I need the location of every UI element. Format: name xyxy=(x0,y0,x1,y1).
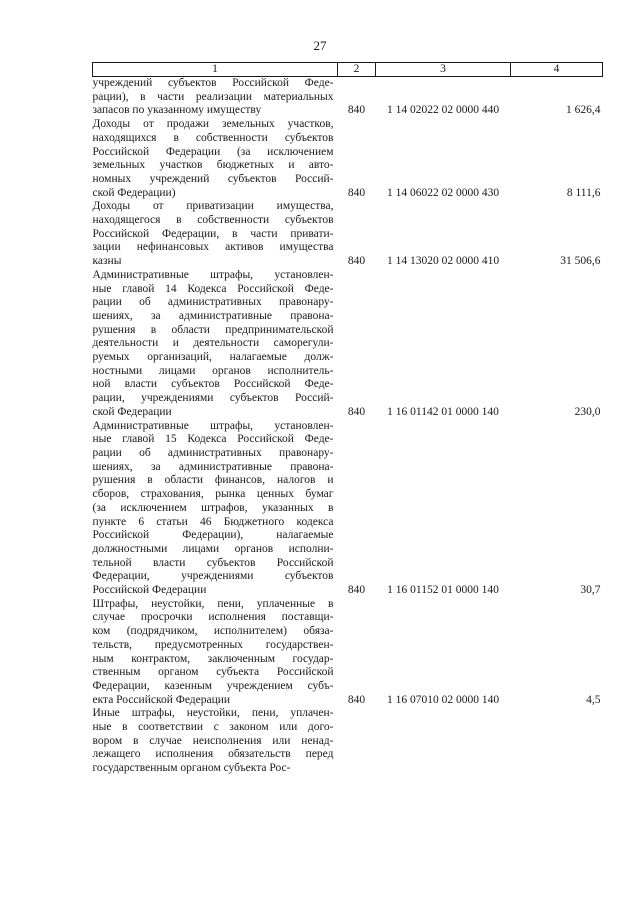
description-line: номных учреждений субъектов Россий- xyxy=(92,172,334,185)
budget-classification-code: 1 16 01142 01 0000 140 xyxy=(387,405,499,418)
description-line: должностными лицами органов исполни- xyxy=(92,542,334,555)
amount xyxy=(511,707,603,776)
description-line: Российской Федерации, в части привати- xyxy=(92,227,334,240)
description-line: тельной власти субъектов Российской xyxy=(92,556,334,569)
description-line: ской Федерации) xyxy=(92,186,176,199)
amount: 1 626,4 xyxy=(566,104,601,117)
description-line: находящихся в собственности субъектов xyxy=(92,131,334,144)
page-number: 27 xyxy=(313,38,327,53)
description-line: рации), в части реализации материальных xyxy=(92,90,334,103)
description-line: Российской Федерации xyxy=(92,584,207,597)
description-line: деятельности и деятельности саморегули- xyxy=(92,337,334,350)
header-col-1: 1 xyxy=(93,63,338,77)
description-line: Федерации, учреждениями субъектов xyxy=(92,570,334,583)
header-row xyxy=(93,63,603,77)
header-col-3: 3 xyxy=(376,63,511,77)
admin-code: 840 xyxy=(347,186,366,199)
table-row xyxy=(93,707,603,776)
description-line: Доходы от приватизации имущества, xyxy=(92,200,334,213)
revenue-description xyxy=(93,200,338,269)
description-line: Иные штрафы, неустойки, пени, уплачен- xyxy=(92,707,334,720)
description-line: случае просрочки исполнения поставщи- xyxy=(92,611,334,624)
description-line: Доходы от продажи земельных участков, xyxy=(92,118,334,131)
description-line: рации об административных правонару- xyxy=(92,446,334,459)
description-line: рации об административных правонару- xyxy=(92,296,334,309)
description-line: рушения в области финансов, налогов и xyxy=(92,474,334,487)
description-line: ком (подрядчиком, исполнителем) обяза- xyxy=(92,625,334,638)
description-line: зации нефинансовых активов имущества xyxy=(92,241,334,254)
description-line: руемых организаций, налагаемые долж- xyxy=(92,351,334,364)
description-line: тельств, предусмотренных государствен- xyxy=(92,638,334,651)
description-line: вором в случае неисполнения или ненад- xyxy=(92,734,334,747)
description-line: Штрафы, неустойки, пени, уплаченные в xyxy=(92,597,334,610)
header-col-4: 4 xyxy=(511,63,603,77)
amount: 31 506,6 xyxy=(560,255,601,268)
description-line: земельных участков бюджетных и авто- xyxy=(92,159,334,172)
description-line: сборов, страхования, рынка ценных бумаг xyxy=(92,488,334,501)
description-line: учреждений субъектов Российской Феде- xyxy=(92,77,334,89)
admin-code: 840 xyxy=(347,584,366,597)
description-line: казны xyxy=(92,255,122,268)
revenue-description xyxy=(93,118,338,200)
admin-code: 840 xyxy=(347,693,366,706)
revenue-description xyxy=(93,598,338,708)
amount: 8 111,6 xyxy=(566,186,601,199)
description-line: ные главой 14 Кодекса Российской Феде- xyxy=(92,282,334,295)
description-line: ностными лицами органов исполнитель- xyxy=(92,364,334,377)
description-line: Административные штрафы, установлен- xyxy=(92,268,334,281)
description-line: ской Федерации xyxy=(92,405,172,418)
description-line: ные в соответствии с законом или дого- xyxy=(92,721,334,734)
budget-classification-code: 1 14 13020 02 0000 410 xyxy=(386,255,500,268)
table-body xyxy=(93,77,603,776)
description-line: Административные штрафы, установлен- xyxy=(92,419,334,432)
revenue-description xyxy=(93,707,338,776)
revenue-description xyxy=(93,269,338,420)
admin-code: 840 xyxy=(347,104,366,117)
table-row xyxy=(93,598,603,708)
revenue-description xyxy=(93,77,338,119)
description-line: находящегося в собственности субъектов xyxy=(92,214,334,227)
description-line: (за исключением штрафов, указанных в xyxy=(92,501,334,514)
description-line: ным контрактом, заключенным государ- xyxy=(92,652,334,665)
description-line: шениях, за административные правона- xyxy=(92,309,334,322)
table-row xyxy=(93,77,603,119)
description-line: запасов по указанному имуществу xyxy=(92,104,262,117)
description-line: Российской Федерации), налагаемые xyxy=(92,529,334,542)
description-line: государственным органом субъекта Рос- xyxy=(92,762,291,775)
amount: 4,5 xyxy=(586,693,601,706)
amount: 30,7 xyxy=(580,584,601,597)
budget-classification-code: 1 16 07010 02 0000 140 xyxy=(386,693,500,706)
table-row xyxy=(93,200,603,269)
table-row xyxy=(93,269,603,420)
description-line: лежащего исполнения обязательств перед xyxy=(92,748,334,761)
budget-classification-code: 1 16 01152 01 0000 140 xyxy=(387,584,499,597)
description-line: ные главой 15 Кодекса Российской Феде- xyxy=(92,433,334,446)
revenue-table xyxy=(92,62,603,776)
description-line: Федерации, казенным учреждением субъ- xyxy=(92,679,334,692)
table-row xyxy=(93,420,603,598)
budget-classification-code xyxy=(376,707,511,776)
budget-classification-code: 1 14 02022 02 0000 440 xyxy=(386,104,500,117)
admin-code: 840 xyxy=(347,255,366,268)
description-line: Российской Федерации (за исключением xyxy=(92,145,334,158)
description-line: рушения в области предпринимательской xyxy=(92,323,334,336)
table-row xyxy=(93,118,603,200)
budget-classification-code: 1 14 06022 02 0000 430 xyxy=(386,186,500,199)
header-col-2: 2 xyxy=(338,63,376,77)
amount: 230,0 xyxy=(574,405,601,418)
description-line: шениях, за административные правона- xyxy=(92,460,334,473)
revenue-description xyxy=(93,420,338,598)
description-line: ной власти субъектов Российской Феде- xyxy=(92,378,334,391)
admin-code: 840 xyxy=(347,405,366,418)
description-line: екта Российской Федерации xyxy=(92,693,231,706)
description-line: пункте 6 статьи 46 Бюджетного кодекса xyxy=(92,515,334,528)
admin-code xyxy=(338,707,376,776)
table-header xyxy=(93,63,603,77)
description-line: ственным органом субъекта Российской xyxy=(92,666,334,679)
description-line: рации, учреждениями субъектов Россий- xyxy=(92,392,334,405)
